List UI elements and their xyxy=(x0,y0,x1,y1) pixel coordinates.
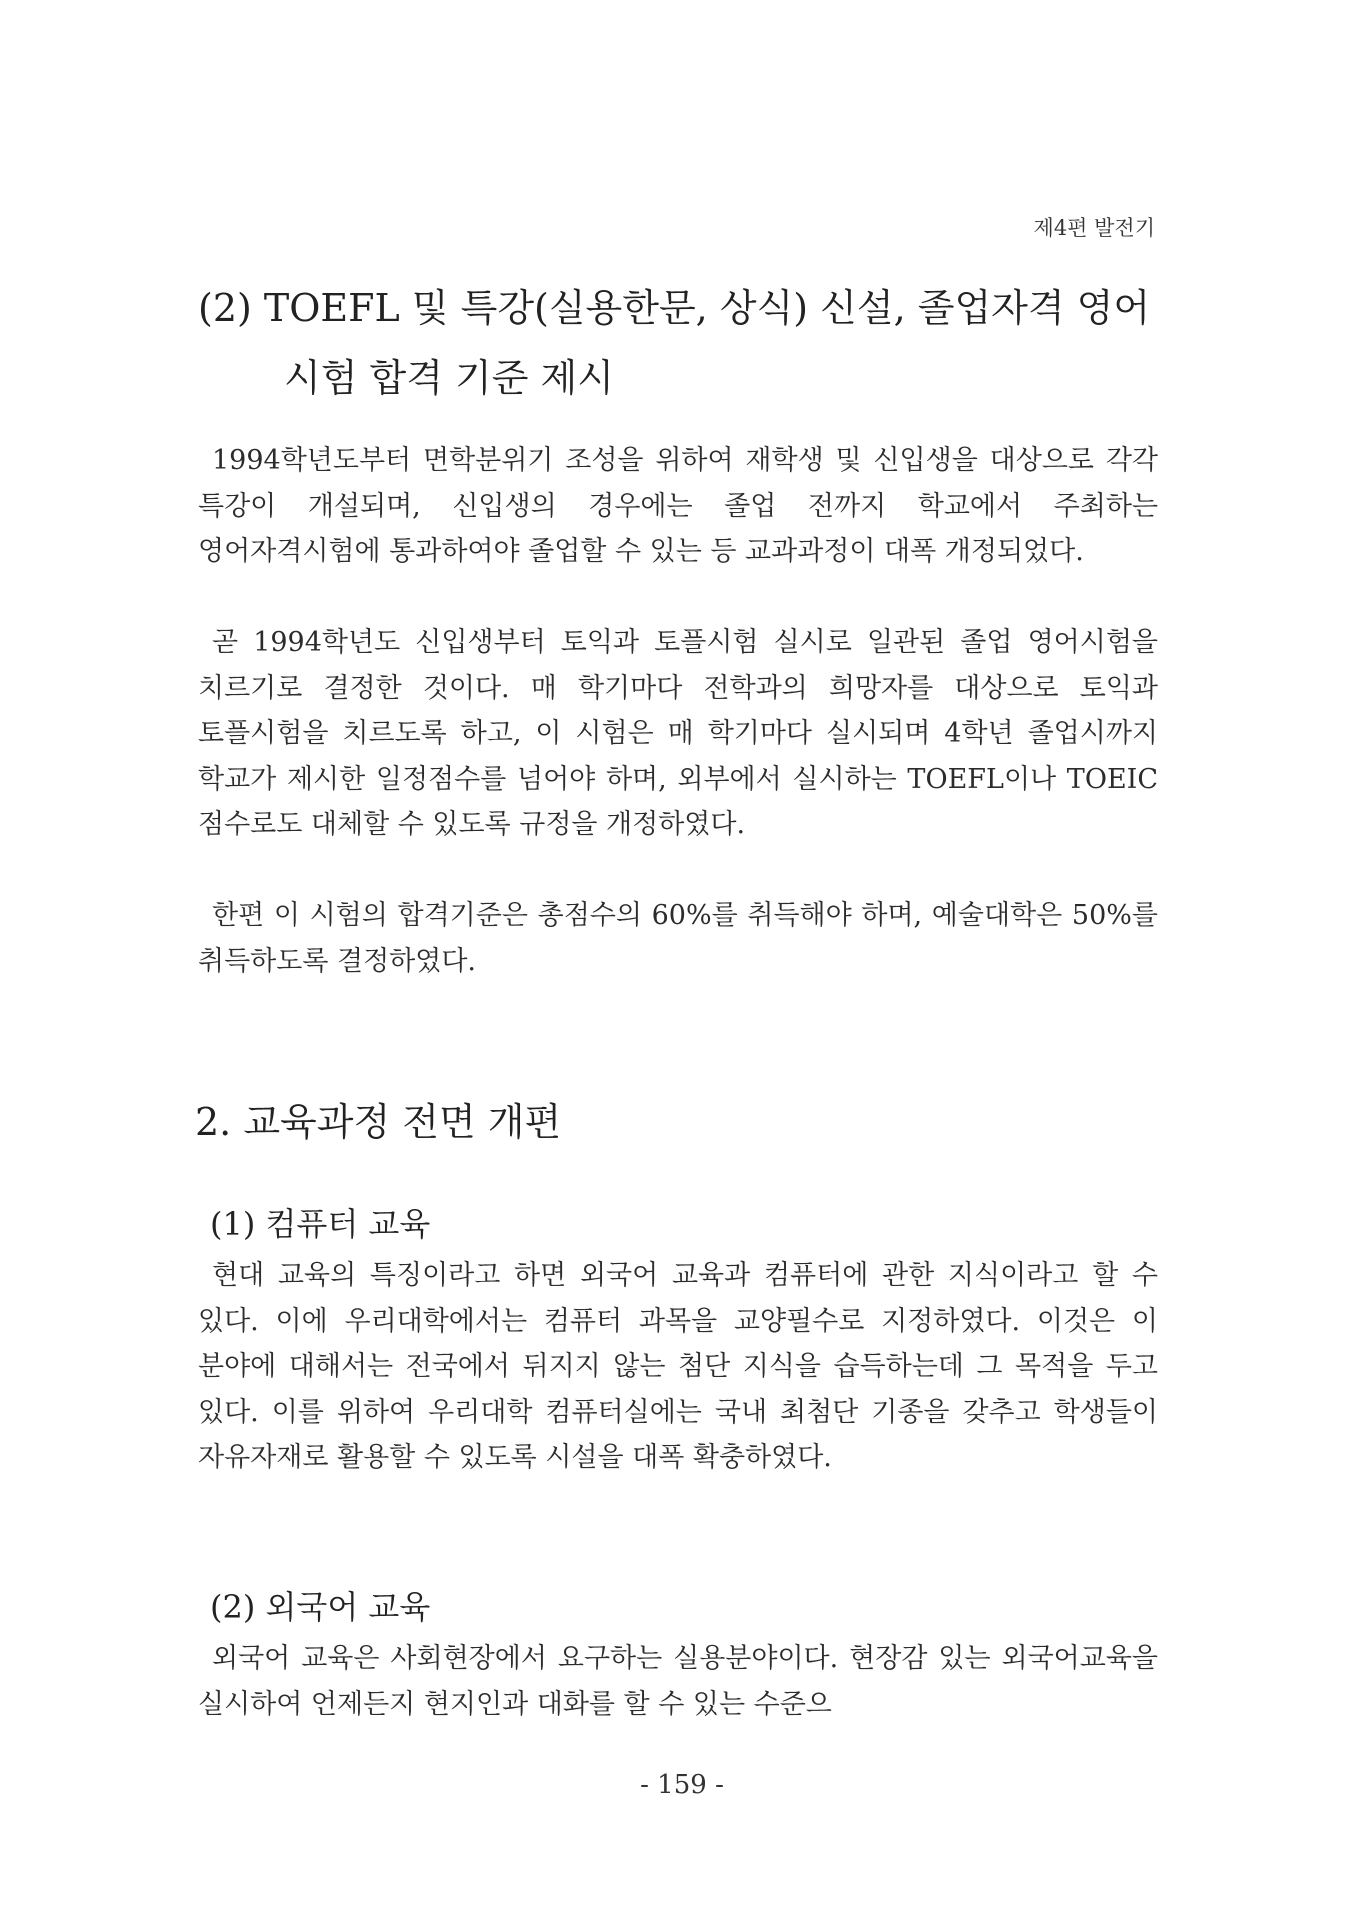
paragraph-curriculum-revision: 1994학년도부터 면학분위기 조성을 위하여 재학생 및 신입생을 대상으로 각각 특강이 개설되며, 신입생의 경우에는 졸업 전까지 학교에서 주최하는 영어자격시험에 통과하여야 졸업할 수 있는 등 교과과정이 대폭 개정되었다. xyxy=(198,445,1158,567)
running-header: 제4편 발전기 xyxy=(1033,216,1155,240)
paragraph-computer-education: 현대 교육의 특징이라고 하면 외국어 교육과 컴퓨터에 관한 지식이라고 할 수 있다. 이에 우리대학에서는 컴퓨터 과목을 교양필수로 지정하였다. 이것은 이 분야에 대해서는 전국에서 뒤지지 않는 첨단 지식을 습득하는데 그 목적을 두고 있다. 이를 위하여 우리대학 컴퓨터실에는 국내 최첨단 기종을 갖추고 학생들이 자유자재로 활용할 수 있도록 시설을 대폭 확충하였다. xyxy=(198,1260,1158,1473)
sub-heading-computer-education: (1) 컴퓨터 교육 xyxy=(210,1205,431,1243)
section-heading-line-2: 시험 합격 기준 제시 xyxy=(284,356,614,400)
paragraph-passing-criteria: 한편 이 시험의 합격기준은 총점수의 60%를 취득해야 하며, 예술대학은 50%를 취득하도록 결정하였다. xyxy=(198,900,1158,977)
chapter-heading-curriculum-overhaul: 2. 교육과정 전면 개편 xyxy=(195,1100,562,1144)
section-heading-toefl xyxy=(198,273,1158,413)
page-number: - 159 - xyxy=(640,1770,724,1800)
sub-heading-foreign-language-education: (2) 외국어 교육 xyxy=(210,1588,431,1626)
paragraph-graduation-exam: 곧 1994학년도 신입생부터 토익과 토플시험 실시로 일관된 졸업 영어시험을 치르기로 결정한 것이다. 매 학기마다 전학과의 희망자를 대상으로 토익과 토플시험을 치르도록 하고, 이 시험은 매 학기마다 실시되며 4학년 졸업시까지 학교가 제시한 일정점수를 넘어야 하며, 외부에서 실시하는 TOEFL이나 TOEIC 점수로도 대체할 수 있도록 규정을 개정하였다. xyxy=(198,627,1158,840)
section-heading-line-1: (2) TOEFL 및 특강(실용한문, 상식) 신설, 졸업자격 영어 xyxy=(198,286,1151,330)
paragraph-foreign-language-education: 외국어 교육은 사회현장에서 요구하는 실용분야이다. 현장감 있는 외국어교육을 실시하여 언제든지 현지인과 대화를 할 수 있는 수준으 xyxy=(198,1643,1158,1720)
